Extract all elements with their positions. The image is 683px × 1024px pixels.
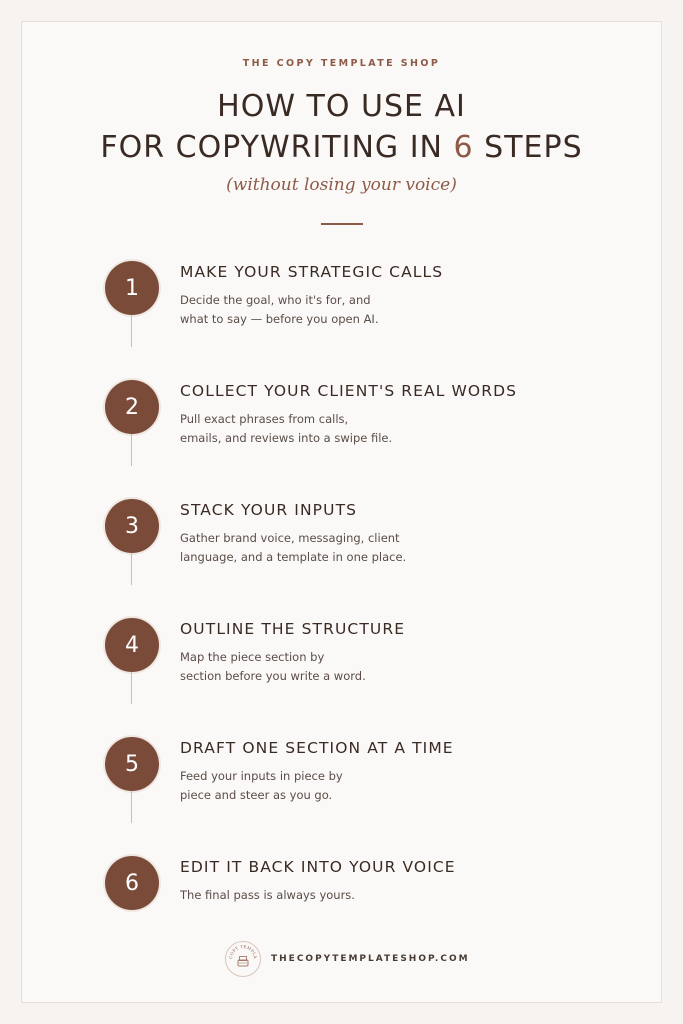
step-number-badge: 4: [105, 618, 159, 672]
step-title: COLLECT YOUR CLIENT'S REAL WORDS: [180, 382, 518, 400]
step-connector: [131, 434, 132, 466]
subtitle: (without losing your voice): [226, 175, 457, 195]
step-title: MAKE YOUR STRATEGIC CALLS: [180, 263, 444, 281]
step-description: [180, 648, 366, 686]
step-number-badge: 5: [105, 737, 159, 791]
step-title: OUTLINE THE STRUCTURE: [180, 620, 406, 638]
step-number-badge: 3: [105, 499, 159, 553]
footer-url: THECOPYTEMPLATESHOP.COM: [271, 954, 470, 964]
step-description: [180, 291, 378, 329]
step-description: [180, 529, 406, 567]
step-description-line: The final pass is always yours.: [180, 888, 355, 902]
step-title: DRAFT ONE SECTION AT A TIME: [180, 739, 454, 757]
step-title: EDIT IT BACK INTO YOUR VOICE: [180, 858, 456, 876]
step-description-line: Map the piece section by: [180, 650, 325, 664]
step-connector: [131, 672, 132, 704]
step-connector: [131, 315, 132, 347]
step-number-badge: 2: [105, 380, 159, 434]
step-description-line: section before you write a word.: [180, 669, 366, 683]
logo-text: COPY TEMPLA: [227, 943, 259, 960]
title-line-2-post: STEPS: [473, 130, 583, 165]
step-description-line: Pull exact phrases from calls,: [180, 412, 349, 426]
title-line-2-pre: FOR COPYWRITING IN: [100, 130, 454, 165]
step-connector: [131, 791, 132, 823]
step-description-line: language, and a template in one place.: [180, 550, 407, 564]
title-line-2: [0, 127, 683, 168]
title-divider: [321, 223, 363, 225]
step-description-line: piece and steer as you go.: [180, 788, 333, 802]
page-title: [0, 86, 683, 168]
brand-name: THE COPY TEMPLATE SHOP: [242, 58, 441, 69]
typewriter-seal-icon: [225, 941, 261, 977]
step-description: [180, 410, 392, 448]
step-number-badge: 6: [105, 856, 159, 910]
step-description-line: what to say — before you open AI.: [180, 312, 379, 326]
step-number-badge: 1: [105, 261, 159, 315]
step-title: STACK YOUR INPUTS: [180, 501, 358, 519]
step-description-line: Gather brand voice, messaging, client: [180, 531, 400, 545]
step-description-line: Decide the goal, who it's for, and: [180, 293, 371, 307]
step-description: [180, 886, 355, 905]
step-connector: [131, 553, 132, 585]
step-description: [180, 767, 343, 805]
title-step-count: 6: [453, 130, 474, 165]
step-description-line: Feed your inputs in piece by: [180, 769, 343, 783]
title-line-1: HOW TO USE AI: [217, 89, 466, 124]
step-description-line: emails, and reviews into a swipe file.: [180, 431, 393, 445]
